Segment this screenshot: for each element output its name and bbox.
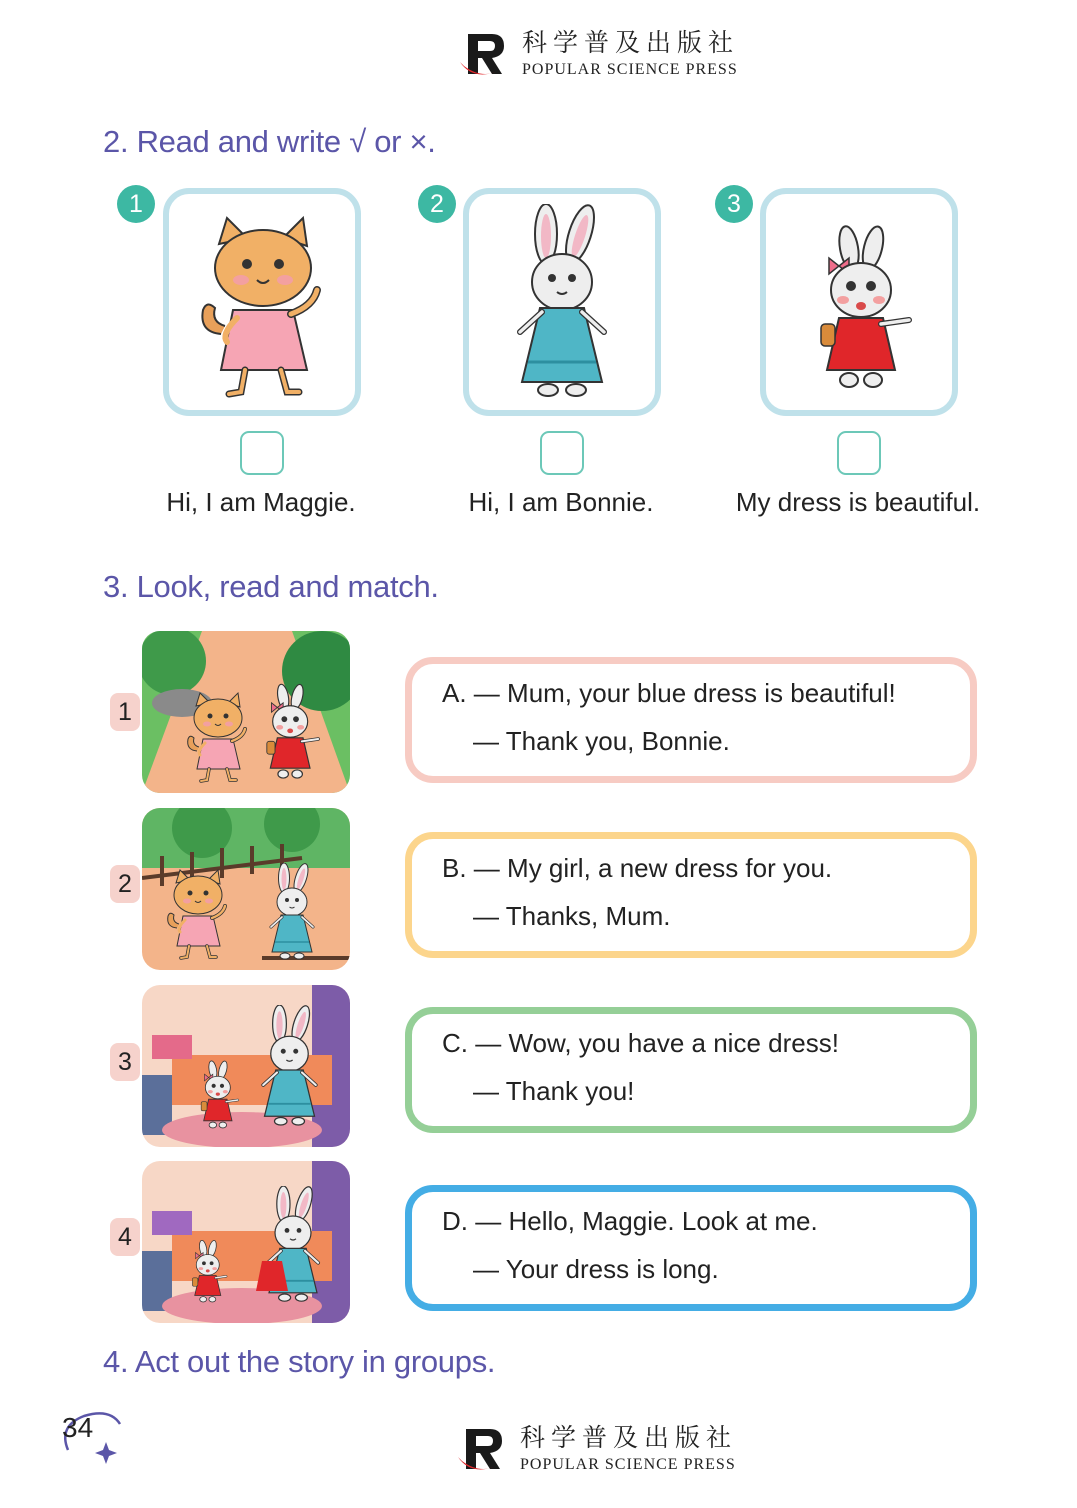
publisher-logo-icon bbox=[456, 1423, 508, 1475]
dialog-b-box[interactable] bbox=[405, 832, 977, 958]
dialog-d-box[interactable] bbox=[405, 1185, 977, 1311]
scene-3-number: 3 bbox=[110, 1043, 140, 1081]
rabbit-red-dress-illustration bbox=[766, 194, 952, 410]
dialog-c-line-1: C. — Wow, you have a nice dress! bbox=[442, 1028, 839, 1058]
item-2-number-badge: 2 bbox=[418, 185, 456, 223]
item-3-picture-frame bbox=[760, 188, 958, 416]
section-3-title: 3. Look, read and match. bbox=[103, 569, 439, 604]
dialog-c-box[interactable] bbox=[405, 1007, 977, 1133]
item-3-caption: My dress is beautiful. bbox=[735, 487, 981, 517]
item-3-number-badge: 3 bbox=[715, 185, 753, 223]
item-1-picture-frame bbox=[163, 188, 361, 416]
scene-1-number: 1 bbox=[110, 693, 140, 731]
scene-4-picture bbox=[142, 1161, 350, 1323]
item-1-answer-box[interactable] bbox=[240, 431, 284, 475]
section-2-title: 2. Read and write √ or ×. bbox=[103, 124, 436, 159]
page-number: 34 bbox=[62, 1412, 94, 1443]
scene-2-number: 2 bbox=[110, 865, 140, 903]
publisher-name-en: POPULAR SCIENCE PRESS bbox=[522, 60, 738, 78]
item-1-caption: Hi, I am Maggie. bbox=[166, 487, 356, 517]
publisher-name-cn: 科学普及出版社 bbox=[522, 28, 740, 58]
item-1-number-badge: 1 bbox=[117, 185, 155, 223]
scene-1-picture bbox=[142, 631, 350, 793]
dialog-d-line-2: — Your dress is long. bbox=[473, 1254, 719, 1284]
publisher-footer bbox=[456, 1423, 737, 1475]
scene-2-illustration bbox=[142, 808, 350, 970]
dialog-c-line-2: — Thank you! bbox=[473, 1076, 635, 1106]
publisher-name-cn: 科学普及出版社 bbox=[520, 1423, 738, 1453]
publisher-name-en: POPULAR SCIENCE PRESS bbox=[520, 1455, 736, 1473]
publisher-logo-icon bbox=[458, 28, 510, 80]
scene-1-illustration bbox=[142, 631, 350, 793]
dialog-a-line-1: A. — Mum, your blue dress is beautiful! bbox=[442, 678, 896, 708]
cat-maggie-illustration bbox=[169, 194, 355, 410]
item-2-picture-frame bbox=[463, 188, 661, 416]
dialog-d-line-1: D. — Hello, Maggie. Look at me. bbox=[442, 1206, 818, 1236]
scene-4-number: 4 bbox=[110, 1218, 140, 1256]
scene-3-illustration bbox=[142, 985, 350, 1147]
dialog-b-line-2: — Thanks, Mum. bbox=[473, 901, 671, 931]
scene-4-illustration bbox=[142, 1161, 350, 1323]
scene-3-picture bbox=[142, 985, 350, 1147]
item-2-answer-box[interactable] bbox=[540, 431, 584, 475]
section-4-title: 4. Act out the story in groups. bbox=[103, 1344, 496, 1379]
scene-2-picture bbox=[142, 808, 350, 970]
publisher-header bbox=[458, 28, 739, 80]
dialog-a-box[interactable] bbox=[405, 657, 977, 783]
dialog-a-line-2: — Thank you, Bonnie. bbox=[473, 726, 730, 756]
item-3-answer-box[interactable] bbox=[837, 431, 881, 475]
dialog-b-line-1: B. — My girl, a new dress for you. bbox=[442, 853, 833, 883]
item-2-caption: Hi, I am Bonnie. bbox=[468, 487, 654, 517]
rabbit-bonnie-illustration bbox=[469, 194, 655, 410]
